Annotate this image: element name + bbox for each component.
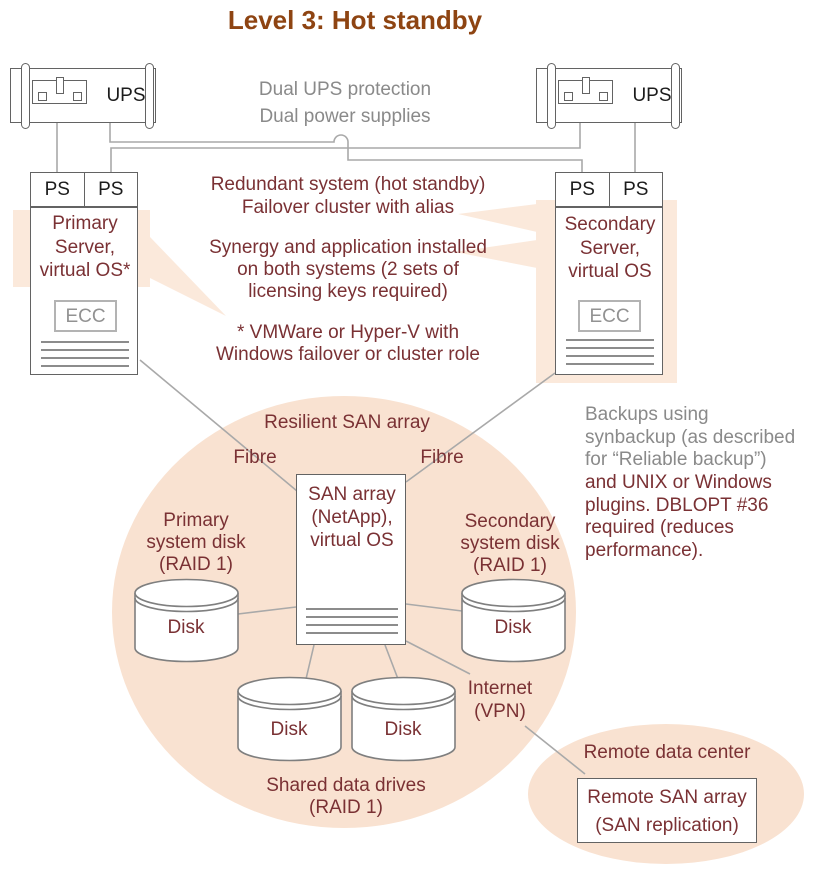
primary-server: [30, 207, 138, 375]
disk-label-line: (RAID 1): [159, 554, 233, 575]
secondary-disk-label: [430, 511, 590, 577]
note-line: Internet: [467, 678, 533, 699]
note-line: licensing keys required): [248, 281, 448, 302]
note-line: on both systems (2 sets of: [237, 259, 459, 280]
power-outlet-icon: [32, 80, 87, 104]
san-name-line: SAN array: [308, 484, 396, 505]
ps-box: PS: [623, 178, 649, 200]
disk-caption: Disk: [167, 617, 205, 638]
disk-caption: Disk: [384, 719, 422, 740]
secondary-server-power-supplies: [555, 172, 663, 207]
ups-left-label: UPS: [106, 85, 146, 106]
disk-label-line: system disk: [146, 532, 246, 553]
note-line: for “Reliable backup”): [585, 449, 767, 470]
disk-label-line: Secondary: [464, 511, 556, 532]
ups-right-label: UPS: [632, 85, 672, 106]
backup-note-dark: [585, 472, 825, 562]
note-line: required (reduces: [585, 517, 734, 538]
ecc-memory-badge: ECC: [54, 300, 117, 332]
server-name-line: Server,: [54, 236, 116, 258]
note-line: plugins. DBLOPT #36: [585, 494, 769, 516]
note-line: Synergy and application installed: [209, 237, 487, 258]
note-line: synbackup (as described: [585, 426, 796, 448]
page-title: Level 3: Hot standby: [227, 5, 483, 35]
note-line: Dual UPS protection: [258, 79, 432, 100]
note-line: Backups using: [585, 404, 709, 425]
resilient-san-title: Resilient SAN array: [264, 412, 430, 433]
server-name-line: virtual OS*: [39, 260, 131, 281]
server-name-line: Secondary: [564, 214, 656, 235]
note-line: (VPN): [474, 701, 526, 722]
san-name-line: virtual OS: [310, 530, 394, 551]
secondary-server: [555, 207, 663, 375]
vmware-footnote: [198, 322, 498, 366]
ups-right-bracket-icon: [547, 63, 556, 129]
disk-caption: Disk: [494, 617, 532, 638]
secondary-server-name: [556, 213, 664, 284]
disk-label-line: system disk: [460, 533, 560, 554]
san-vent-lines: [306, 608, 398, 640]
ups-right-unit: [536, 68, 682, 123]
server-vent-lines: [41, 341, 129, 373]
san-array-name: [297, 483, 407, 552]
server-name-line: Server,: [579, 237, 641, 259]
primary-disk-label: [116, 510, 276, 576]
disk-label-line: Shared data drives: [266, 775, 426, 796]
internet-vpn-label: [450, 677, 550, 723]
disk-caption: Disk: [270, 719, 308, 740]
san-name-line: (NetApp),: [311, 507, 393, 528]
note-line: Redundant system (hot standby): [210, 174, 486, 195]
note-line: performance).: [585, 539, 704, 561]
primary-server-power-supplies: [30, 172, 138, 207]
note-line: Dual power supplies: [259, 106, 431, 127]
power-outlet-icon: [558, 80, 613, 104]
disk-label-line: Primary: [163, 510, 229, 531]
disk-label-line: (RAID 1): [473, 555, 547, 576]
remote-box-line: (SAN replication): [595, 814, 739, 836]
note-line: Failover cluster with alias: [241, 196, 455, 218]
remote-san-array-box: [577, 778, 757, 843]
primary-server-name: [31, 212, 139, 283]
remote-data-center-title: Remote data center: [583, 742, 751, 763]
backup-note-gray: [585, 404, 825, 472]
ups-left-bracket-icon: [21, 63, 30, 129]
connector-ups-right-to-left-ps: [111, 123, 580, 172]
server-name-line: virtual OS: [568, 261, 652, 282]
ps-box: PS: [31, 173, 85, 206]
fibre-label-right: Fibre: [420, 447, 464, 468]
note-line: Windows failover or cluster role: [216, 344, 480, 365]
redundant-system-note: [198, 174, 498, 219]
remote-box-line: Remote SAN array: [587, 787, 747, 808]
note-line: * VMWare or Hyper-V with: [236, 322, 460, 343]
disk-label-line: (RAID 1): [309, 797, 383, 818]
ps-box: PS: [98, 178, 124, 200]
server-vent-lines: [566, 339, 654, 371]
shared-drives-label: [246, 775, 446, 819]
san-array-box: [296, 474, 406, 645]
power-protection-note: [215, 76, 475, 130]
ecc-memory-badge: ECC: [578, 300, 641, 332]
fibre-label-left: Fibre: [233, 447, 277, 468]
note-line: and UNIX or Windows: [585, 472, 772, 493]
ps-box: PS: [556, 173, 610, 206]
synergy-license-note: [198, 237, 498, 303]
ups-left-unit: [10, 68, 156, 123]
server-name-line: Primary: [52, 213, 118, 234]
